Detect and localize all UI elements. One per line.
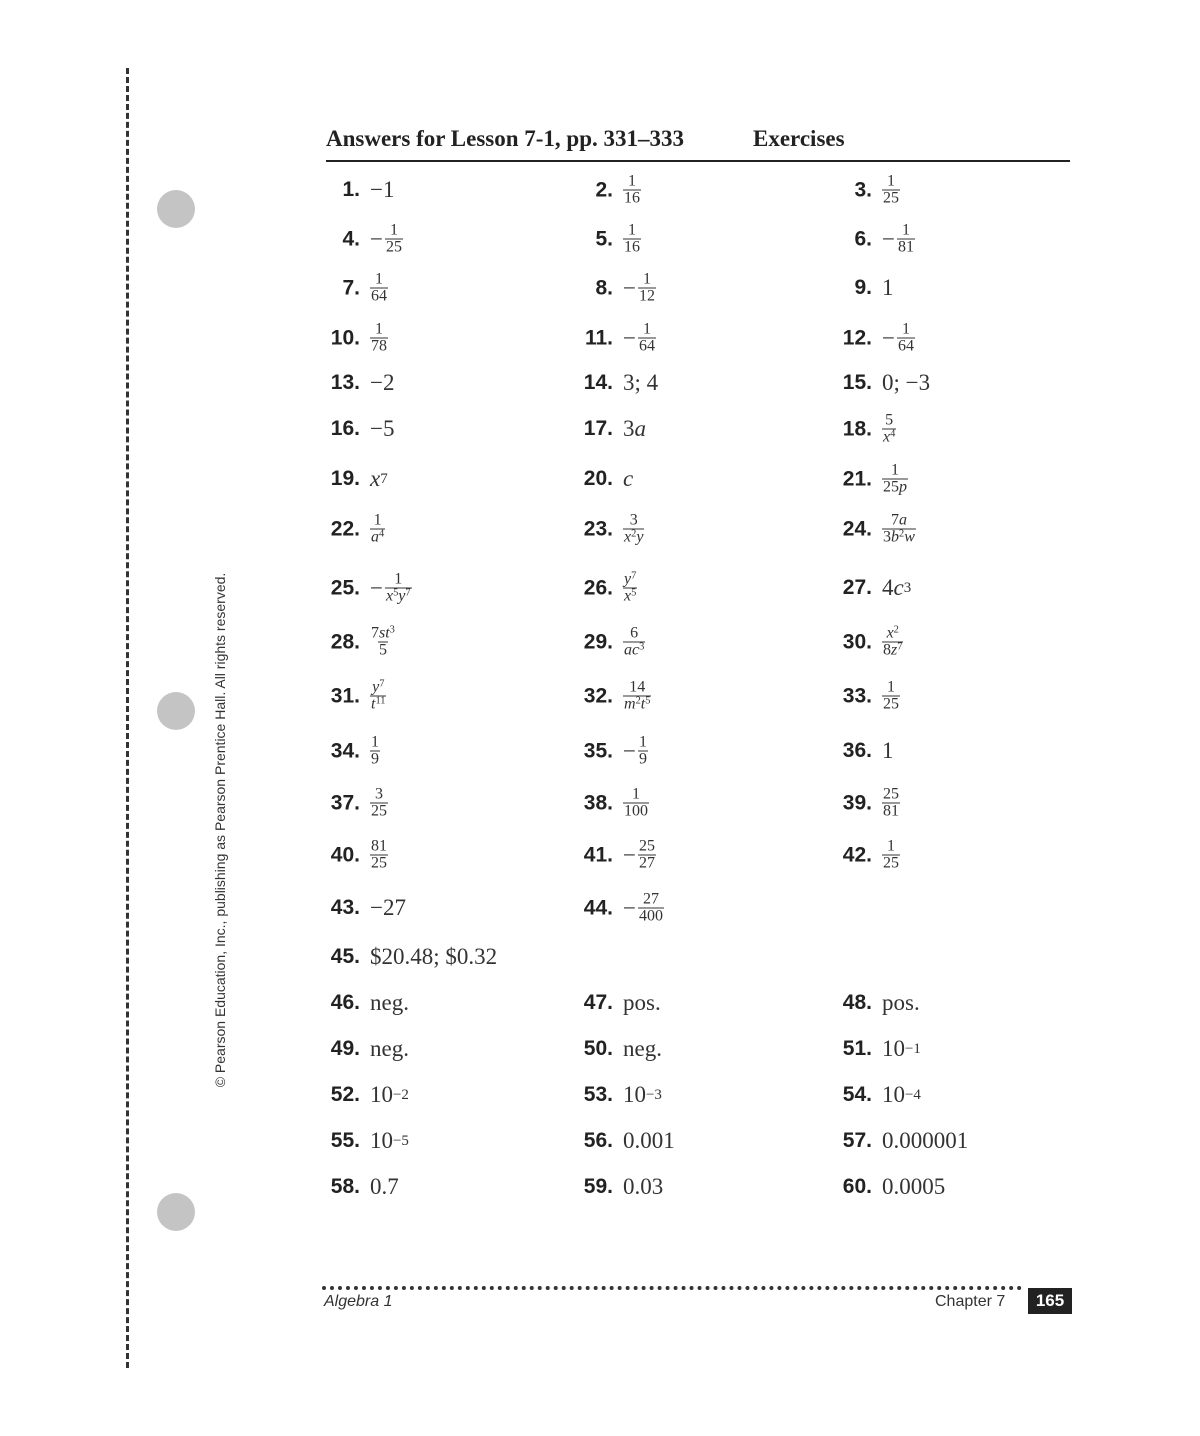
numerator: 25 [638,837,655,855]
fraction [370,626,396,659]
answer-value: 0.000001 [882,1128,969,1153]
fraction [370,735,380,768]
answer-value: 0.03 [623,1174,664,1199]
answer-value: 10 −2 [370,1082,409,1107]
answer-number: 4. [342,227,360,250]
answer-number: 27. [842,576,872,599]
denominator: $x^5$ [624,587,637,605]
answer-value [370,787,388,820]
fraction [623,787,649,820]
answer-number: 17. [583,417,613,440]
answer-item [573,839,656,872]
answer-number: 8. [595,276,613,299]
answer-number: 56. [583,1129,613,1152]
answer-item [320,839,388,872]
denominator: $x^5y^7$ [385,587,411,605]
answer-value [882,463,908,496]
denominator: 16 [624,189,640,207]
answer-item [320,787,388,820]
answer-item [832,463,908,496]
answer-number: 1. [342,178,360,201]
answer-number: 60. [842,1175,872,1198]
answer-number: 47. [583,991,613,1014]
numerator: 1 [642,320,651,338]
answer-number: 35. [583,739,613,762]
numerator: 27 [642,890,659,908]
denominator: 25 [385,238,402,256]
answer-item [832,1036,921,1062]
numerator: 1 [887,678,895,696]
answer-item [320,990,409,1016]
answer-value: 0; −3 [882,370,931,395]
footer-chapter: Chapter 7 [935,1293,1006,1310]
answer-item [832,575,911,601]
answer-item [573,735,648,768]
punch-hole [157,692,195,730]
answer-number: 55. [330,1129,360,1152]
answer-item [320,572,412,605]
denominator: 9 [371,750,379,768]
answer-value: pos. [623,990,661,1015]
numerator: 6 [630,624,639,642]
answer-number: 15. [842,371,872,394]
answer-value: neg. [370,1036,409,1061]
answer-item [832,513,916,546]
numerator: 1 [371,733,379,751]
answer-item [320,466,388,492]
answer-number: 53. [583,1083,613,1106]
numerator: $7st^3$ [371,624,395,642]
denominator: $3b^2w$ [883,528,915,546]
answer-number: 22. [330,517,360,540]
answer-number: 26. [583,576,613,599]
answer-number: 29. [583,630,613,653]
fraction [385,223,403,256]
answer-number: 7. [342,276,360,299]
denominator: 25 [371,854,387,872]
fraction [623,513,644,546]
answer-item [320,680,386,713]
fraction [623,626,645,659]
answer-value [882,839,900,872]
answer-number: 50. [583,1037,613,1060]
answer-item [320,177,394,203]
answer-number: 2. [595,178,613,201]
answer-value [623,572,637,605]
answer-item [320,370,394,396]
answer-item [573,1082,662,1108]
answer-value [882,680,900,713]
answer-item [573,572,637,605]
answer-number: 59. [583,1175,613,1198]
numerator: 1 [628,221,636,239]
answer-item [832,322,915,355]
answer-number: 32. [583,684,613,707]
answer-item [320,626,396,659]
fraction [882,513,916,546]
fraction [385,572,412,605]
answer-number: 14. [583,371,613,394]
answer-number: 46. [330,991,360,1014]
answer-number: 37. [330,791,360,814]
answer-value [370,626,396,659]
answer-number: 24. [842,517,872,540]
fraction [370,513,385,546]
answer-item [832,839,900,872]
answer-number: 10. [330,326,360,349]
numerator: 3 [629,511,638,529]
answer-number: 58. [330,1175,360,1198]
numerator: 1 [628,172,636,190]
numerator: 1 [375,320,383,338]
answer-item [573,322,656,355]
answer-item [832,413,896,446]
fraction [370,322,388,355]
answer-value [882,413,896,446]
answer-item [320,1036,409,1062]
numerator: 1 [901,320,910,338]
punch-hole [157,190,195,228]
answer-value [623,839,656,872]
answer-number: 51. [842,1037,872,1060]
fraction [882,413,896,446]
denominator: 25 [371,802,387,820]
answer-value: neg. [623,1036,662,1061]
minus-sign: − [623,325,636,350]
denominator: 16 [624,238,640,256]
answer-number: 11. [584,326,613,349]
answer-item [573,1174,663,1200]
binder-dashed-line [126,68,129,1368]
answer-number: 48. [842,991,872,1014]
answer-number: 34. [330,739,360,762]
answer-value [370,735,380,768]
answer-number: 33. [842,684,872,707]
answer-item [832,738,894,764]
denominator: $ac^3$ [624,641,645,659]
answer-item [320,735,380,768]
answer-value [623,680,651,713]
answer-value [370,223,403,256]
minus-sign: − [370,575,383,600]
answer-value: 10 −1 [882,1036,921,1061]
numerator: 1 [891,461,899,479]
answer-value [370,272,388,305]
answer-value: −1 [370,177,395,202]
numerator: $x^2$ [886,624,899,642]
answer-item [320,1082,409,1108]
minus-sign: − [882,325,895,350]
answer-item [573,272,656,305]
answer-number: 36. [842,739,872,762]
fraction [623,174,641,207]
answer-value: −27 [370,895,406,920]
answer-item [573,1128,675,1154]
answer-number: 57. [842,1129,872,1152]
denominator: 25 [883,189,899,207]
answer-number: 18. [842,417,872,440]
denominator: $a^4$ [371,528,385,546]
answer-item [832,1082,921,1108]
answer-value [370,572,412,605]
answer-value [882,513,916,546]
answer-item [573,1036,662,1062]
answer-number: 9. [854,276,872,299]
answer-number: 6. [854,227,872,250]
answer-value [623,223,641,256]
answer-value [882,787,900,820]
answer-item [320,416,394,442]
minus-sign: − [882,226,895,251]
denominator: $m^2t^5$ [624,695,651,713]
fraction [897,223,915,256]
denominator: 81 [883,802,899,820]
numerator: 1 [373,511,382,529]
numerator: 14 [629,678,646,696]
denominator: 400 [638,907,663,925]
fraction [638,892,664,925]
denominator: $t^{11}$ [371,695,386,713]
numerator: 1 [394,570,403,588]
answer-item [320,895,406,921]
answer-value: 10 −5 [370,1128,409,1153]
denominator: 9 [638,750,647,768]
fraction [882,463,908,496]
answer-number: 45. [330,945,360,968]
footer-dotted-rule [322,1286,1022,1290]
answer-value: 0.7 [370,1174,399,1199]
numerator: 7a [890,511,907,529]
fraction [370,272,388,305]
answer-item [573,680,651,713]
answer-value: 10 −3 [623,1082,662,1107]
section-label: Exercises [753,126,845,151]
answer-item [832,1174,945,1200]
numerator: 3 [375,785,383,803]
denominator: $x^2y$ [624,528,644,546]
denominator: 64 [897,337,914,355]
answer-item [832,174,900,207]
fraction [623,680,651,713]
denominator: 64 [371,287,387,305]
numerator: 5 [885,411,894,429]
numerator: 1 [638,733,647,751]
numerator: 1 [901,221,910,239]
answer-number: 40. [330,843,360,866]
page-number: 165 [1028,1288,1072,1314]
copyright-notice: © Pearson Education, Inc., publishing as Pearson Prentice Hall. All rights reserved. [212,572,228,1088]
answer-value [370,839,388,872]
answer-value [623,735,648,768]
answer-value [882,174,900,207]
denominator: 78 [371,337,387,355]
answer-value: pos. [882,990,920,1015]
answer-value [882,626,903,659]
fraction [638,839,656,872]
answer-number: 44. [583,896,613,919]
numerator: 1 [632,785,640,803]
denominator: $x^4$ [883,428,896,446]
lesson-title: Answers for Lesson 7-1, pp. 331–333 [326,126,685,151]
answer-item [832,626,903,659]
minus-sign: − [370,226,383,251]
answer-item [832,370,930,396]
answer-item [573,416,646,442]
answer-number: 19. [330,467,360,490]
answer-number: 49. [330,1037,360,1060]
answer-item [573,990,661,1016]
answer-item [573,370,658,396]
answer-value: 0.001 [623,1128,675,1153]
answer-item [320,223,403,256]
fraction [897,322,915,355]
answer-value: 10 −4 [882,1082,921,1107]
answer-number: 39. [842,791,872,814]
answer-number: 3. [854,178,872,201]
fraction [882,680,900,713]
answer-value: 3; 4 [623,370,659,395]
answer-number: 54. [842,1083,872,1106]
answer-value: 0.0005 [882,1174,946,1199]
answer-value [882,322,915,355]
minus-sign: − [623,275,636,300]
answer-number: 12. [842,326,872,349]
numerator: 25 [883,785,899,803]
fraction [882,839,900,872]
answer-number: 20. [583,467,613,490]
answer-value: c [623,466,634,491]
numerator: 1 [375,270,383,288]
answer-value [623,626,645,659]
answer-number: 13. [330,371,360,394]
fraction [638,322,656,355]
answer-item [320,1128,409,1154]
denominator: 5 [378,641,387,659]
answer-item [320,272,388,305]
answer-item [573,466,633,492]
denominator: 25p [883,478,907,496]
answer-value [370,680,386,713]
answer-item [573,892,664,925]
fraction [623,572,637,605]
answer-number: 25. [330,576,360,599]
denominator: 64 [638,337,655,355]
fraction [882,174,900,207]
answer-item [320,944,497,970]
answer-number: 52. [330,1083,360,1106]
punch-hole [157,1193,195,1231]
answer-value: 3 a [623,416,646,441]
answer-value [623,322,656,355]
footer-book-title: Algebra 1 [324,1293,393,1310]
answer-item [573,174,641,207]
answer-number: 43. [330,896,360,919]
answer-value [370,322,388,355]
answer-value: 1 [882,738,894,763]
answer-value: $20.48; $0.32 [370,944,498,969]
answer-value [623,513,644,546]
answer-value [882,223,915,256]
answer-value [370,513,385,546]
answer-value: −5 [370,416,395,441]
answer-number: 42. [842,843,872,866]
answer-value: 1 [882,275,894,300]
denominator: 12 [638,287,655,305]
answer-value: −2 [370,370,395,395]
numerator: $y^7$ [372,678,385,696]
minus-sign: − [623,738,636,763]
fraction [370,680,386,713]
answer-value [623,272,656,305]
fraction [623,223,641,256]
numerator: 81 [371,837,387,855]
denominator: 27 [638,854,655,872]
fraction [882,787,900,820]
answer-number: 28. [330,630,360,653]
answer-number: 41. [583,843,613,866]
denominator: 100 [624,802,648,820]
fraction [370,839,388,872]
denominator: $8z^7$ [883,641,903,659]
answer-item [573,513,644,546]
answer-number: 30. [842,630,872,653]
answer-number: 23. [583,517,613,540]
answer-value [623,892,664,925]
answer-item [832,680,900,713]
answer-item [832,787,900,820]
numerator: $y^7$ [624,570,637,588]
answer-number: 5. [595,227,613,250]
answer-number: 16. [330,417,360,440]
denominator: 25 [883,695,899,713]
answer-number: 38. [583,791,613,814]
answer-value: x 7 [370,466,388,491]
denominator: 81 [897,238,914,256]
answer-item [573,223,641,256]
answer-item [573,626,645,659]
page-header [326,126,1070,162]
answer-item [320,322,388,355]
answer-item [832,1128,968,1154]
minus-sign: − [623,895,636,920]
answer-item [320,513,385,546]
numerator: 1 [887,837,895,855]
fraction [882,626,903,659]
denominator: 25 [883,854,899,872]
minus-sign: − [623,842,636,867]
answer-value: neg. [370,990,409,1015]
numerator: 1 [389,221,398,239]
answer-value [623,174,641,207]
answer-value [623,787,649,820]
fraction [638,735,648,768]
answer-item [832,990,920,1016]
answer-number: 21. [842,467,872,490]
answer-item [573,787,649,820]
numerator: 1 [887,172,895,190]
answer-item [320,1174,399,1200]
fraction [638,272,656,305]
numerator: 1 [642,270,651,288]
answer-item [832,275,894,301]
answer-item [832,223,915,256]
answer-number: 31. [330,684,360,707]
answer-value: 4 c 3 [882,575,912,600]
fraction [370,787,388,820]
